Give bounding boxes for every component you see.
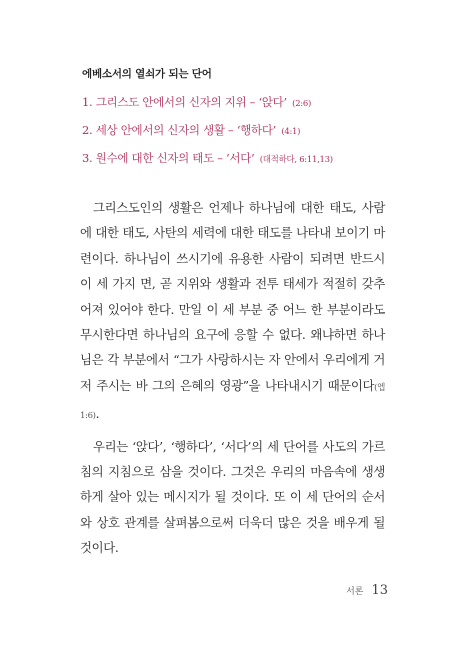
page-number: 13 [371,583,388,598]
keyword-item-ref: (4:1) [281,127,301,137]
section-label: 서론 [346,587,364,597]
keyword-item-2 [82,123,390,139]
keyword-item-text: 3. 원수에 대한 신자의 태도 – ‘서다’ [82,151,255,165]
keyword-item-3 [82,151,390,167]
keyword-item-ref: (대적하다, 6:11,13) [259,155,333,165]
body-text [80,195,385,561]
paragraph-1 [80,195,385,430]
page-footer [346,583,388,598]
paragraph-1-text: 그리스도인의 생활은 언제나 하나님에 대한 태도, 사람에 대한 태도, 사탄의 세력에 대한 태도를 나타내 보이기 마련이다. 하나님이 쓰시기에 유용한 사람이 되려면 반드시 이 세 가지 면, 곧 지위와 생활과 전투 태세가 적절히 갖추어져 있어야 한다. 만일 이 세 부분 중 어느 한 부분이라도 무시한다면 하나님의 요구에 응할 수 없다. 왜냐하면 하나님은 각 부분에서 “그가 사랑하시는 자 안에서 우리에게 거저 주시는 바 그의 은혜의 영광”을 나타내시기 때문이다 [80,200,385,393]
paragraph-2-text: 우리는 ‘앉다’, ‘행하다’, ‘서다’의 세 단어를 사도의 가르침의 지침으로 삼을 것이다. 그것은 우리의 마음속에 생생하게 살아 있는 메시지가 될 것이다. 또 이 세 단어의 순서와 상호 관계를 살펴봄으로써 더욱더 많은 것을 배우게 될 것이다. [80,438,385,556]
paragraph-2 [80,434,385,561]
keyword-item-text: 1. 그리스도 안에서의 신자의 지위 – ‘앉다’ [82,95,287,109]
paragraph-1-end: . [95,406,100,422]
keyword-item-ref: (2:6) [292,99,311,109]
scripture-ref: (엡 1:6) [80,382,385,422]
keyword-item-text: 2. 세상 안에서의 신자의 생활 – ‘행하다’ [82,123,276,137]
keywords-box [80,66,390,179]
keyword-item-1 [82,95,390,111]
keywords-box-title: 에베소서의 열쇠가 되는 단어 [82,68,212,80]
